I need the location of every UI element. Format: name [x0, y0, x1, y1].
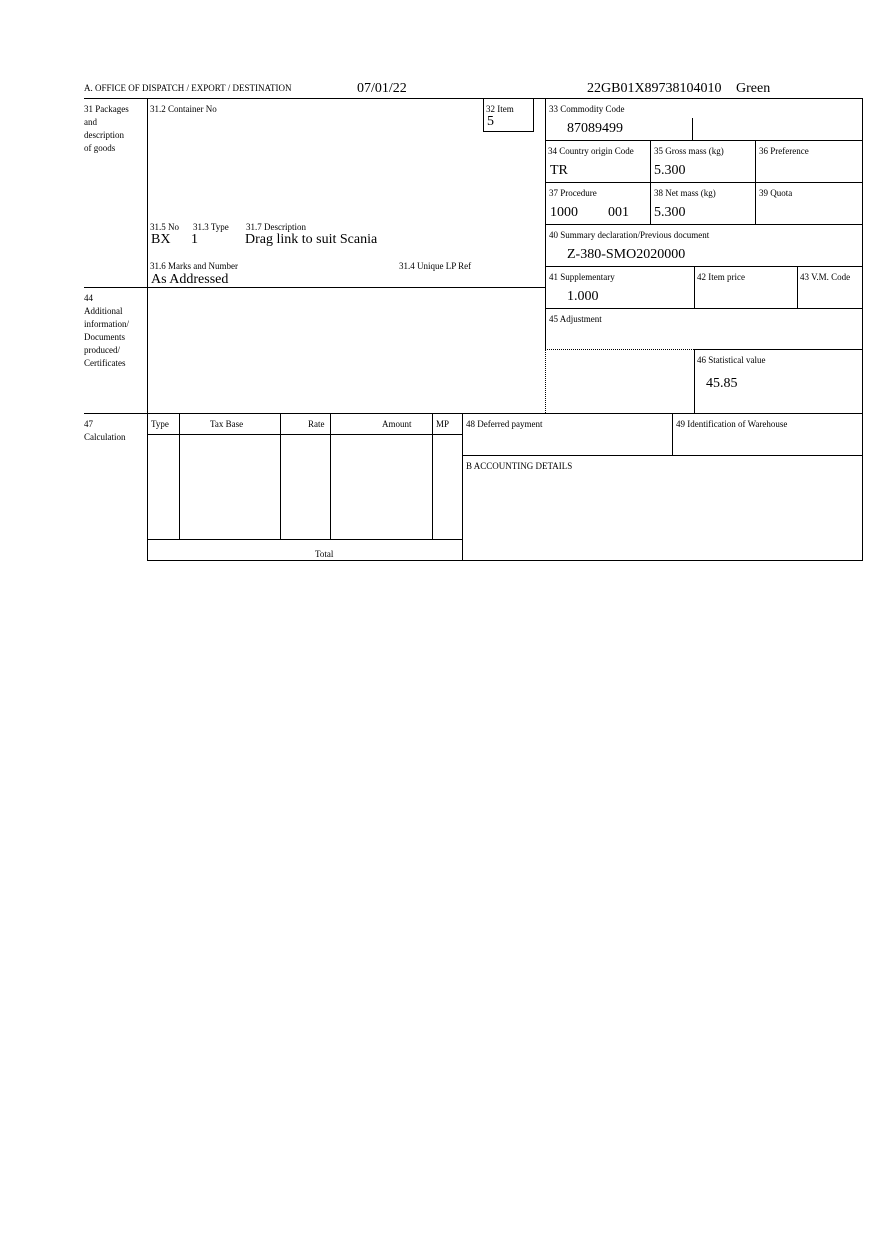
package-no-value: BX	[151, 232, 171, 247]
box44-additional-info-label: 44 Additional information/ Documents produced/ Certificates	[84, 293, 129, 368]
declaration-reference: 22GB01X89738104010	[587, 81, 722, 96]
calc-col-tax-base: Tax Base	[210, 419, 244, 429]
deferred-payment-label: 48 Deferred payment	[466, 419, 543, 429]
calc-col-rate: Rate	[308, 419, 325, 429]
commodity-code-label: 33 Commodity Code	[549, 104, 625, 114]
vm-code-label: 43 V.M. Code	[800, 272, 851, 282]
net-mass-label: 38 Net mass (kg)	[654, 188, 716, 198]
goods-description: Drag link to suit Scania	[245, 232, 378, 247]
marks-and-number-value: As Addressed	[151, 272, 229, 287]
calc-col-amount: Amount	[382, 419, 412, 429]
box31-packages-label: 31 Packages and description of goods	[84, 104, 129, 153]
procedure-label: 37 Procedure	[549, 188, 597, 198]
supplementary-value: 1.000	[567, 289, 599, 304]
item-value: 5	[487, 114, 494, 129]
calc-col-type: Type	[151, 419, 169, 429]
package-no-label: 31.5 No	[150, 222, 179, 232]
container-no-label: 31.2 Container No	[150, 104, 217, 114]
declaration-date: 07/01/22	[357, 81, 407, 96]
unique-lp-ref-label: 31.4 Unique LP Ref	[399, 261, 472, 271]
supplementary-label: 41 Supplementary	[549, 272, 615, 282]
description-label: 31.7 Description	[246, 222, 306, 232]
office-of-dispatch-label: A. OFFICE OF DISPATCH / EXPORT / DESTINATION	[84, 83, 292, 93]
box47-calculation-label: 47 Calculation	[84, 419, 126, 442]
package-type-value: 1	[191, 232, 198, 247]
commodity-code-value: 87089499	[567, 121, 623, 136]
marks-and-number-label: 31.6 Marks and Number	[150, 261, 238, 271]
procedure-code: 1000	[550, 205, 578, 220]
statistical-value-label: 46 Statistical value	[697, 355, 766, 365]
item-price-label: 42 Item price	[697, 272, 745, 282]
adjustment-label: 45 Adjustment	[549, 314, 602, 324]
country-origin-label: 34 Country origin Code	[548, 146, 634, 156]
quota-label: 39 Quota	[759, 188, 793, 198]
calc-col-mp: MP	[436, 419, 450, 429]
item-label: 32 Item	[486, 104, 514, 114]
accounting-details-label: B ACCOUNTING DETAILS	[466, 461, 573, 471]
preference-label: 36 Preference	[759, 146, 809, 156]
warehouse-id-label: 49 Identification of Warehouse	[676, 419, 788, 429]
gross-mass-label: 35 Gross mass (kg)	[654, 146, 724, 156]
country-origin-value: TR	[550, 163, 568, 178]
summary-declaration-label: 40 Summary declaration/Previous document	[549, 230, 710, 240]
package-type-label: 31.3 Type	[193, 222, 229, 232]
calc-total-label: Total	[315, 549, 334, 559]
net-mass-value: 5.300	[654, 205, 686, 220]
route-status: Green	[736, 81, 771, 96]
procedure-additional-code: 001	[608, 205, 629, 220]
statistical-value: 45.85	[706, 376, 738, 391]
gross-mass-value: 5.300	[654, 163, 686, 178]
summary-declaration-value: Z-380-SMO2020000	[567, 247, 686, 262]
